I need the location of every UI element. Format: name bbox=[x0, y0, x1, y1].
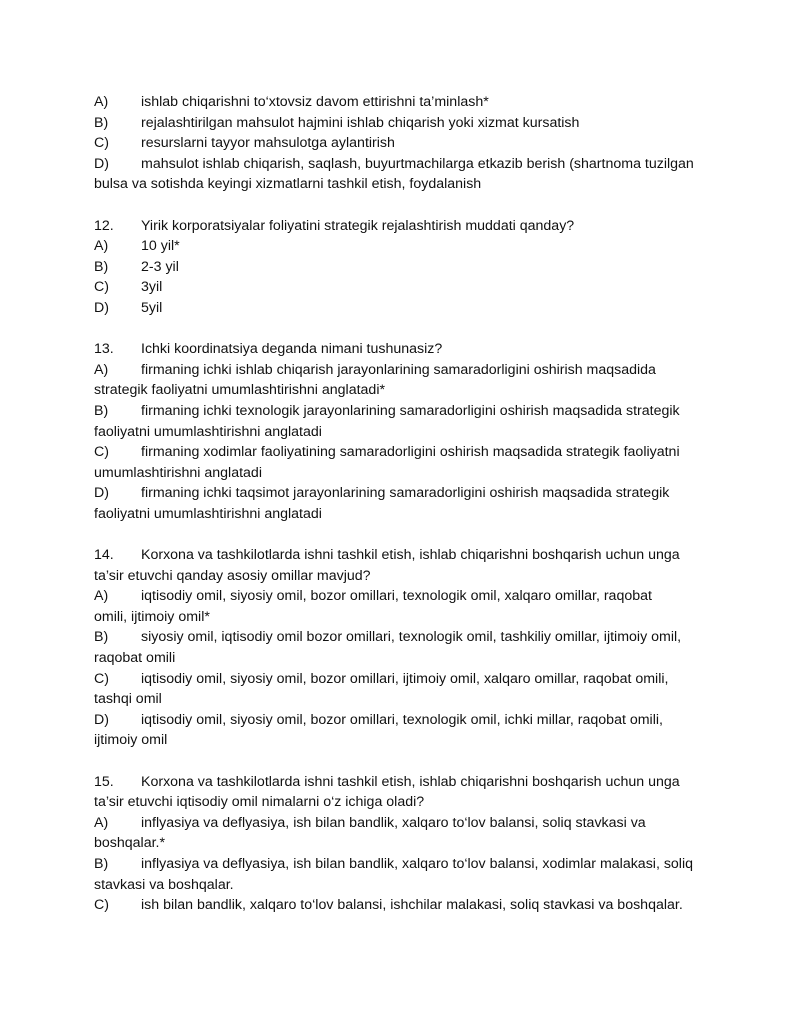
option-letter: D) bbox=[94, 485, 109, 502]
option-letter: C) bbox=[94, 444, 109, 461]
document-page bbox=[94, 92, 710, 916]
continuation-line: faoliyatni umumlashtirishni anglatadi bbox=[94, 505, 322, 522]
option-letter: C) bbox=[94, 897, 109, 914]
answer-option-line bbox=[94, 92, 710, 113]
option-letter: A) bbox=[94, 361, 109, 378]
question-line bbox=[94, 545, 710, 566]
option-text: 5yil bbox=[141, 299, 163, 316]
question-text: Yirik korporatsiyalar foliyatini strategik rejalashtirish muddati qanday? bbox=[141, 217, 575, 234]
option-letter: B) bbox=[94, 855, 109, 872]
answer-option-line bbox=[94, 483, 710, 504]
question-text: Ichki koordinatsiya deganda nimani tushunasiz? bbox=[141, 341, 443, 358]
continuation-line: ijtimoiy omil bbox=[94, 732, 168, 749]
answer-option-line bbox=[94, 627, 710, 648]
question-line bbox=[94, 216, 710, 237]
continuation-line: bulsa va sotishda keyingi xizmatlarni tashkil etish, foydalanish bbox=[94, 176, 482, 193]
option-text: mahsulot ishlab chiqarish, saqlash, buyurtmachilarga etkazib berish (shartnoma tuzilgan bbox=[141, 155, 694, 172]
option-text: 10 yil* bbox=[141, 238, 180, 255]
option-text: resurslarni tayyor mahsulotga aylantirish bbox=[141, 135, 395, 152]
question-text: Korxona va tashkilotlarda ishni tashkil etish, ishlab chiqarishni boshqarish uchun unga bbox=[141, 773, 680, 790]
answer-option-line bbox=[94, 113, 710, 134]
option-text: firmaning ichki ishlab chiqarish jarayonlarining samaradorligini oshirish maqsadida bbox=[141, 361, 656, 378]
option-text: firmaning ichki texnologik jarayonlarining samaradorligini oshirish maqsadida strategik bbox=[141, 402, 680, 419]
answer-option-line bbox=[94, 442, 710, 463]
answer-option-line bbox=[94, 710, 710, 731]
option-text: siyosiy omil, iqtisodiy omil bozor omillari, texnologik omil, tashkiliy omillar, ijtimoiy omil, bbox=[141, 629, 682, 646]
option-letter: A) bbox=[94, 238, 109, 255]
question-number: 12. bbox=[94, 217, 114, 234]
answer-option-line bbox=[94, 895, 710, 916]
answer-option-line bbox=[94, 360, 710, 381]
continuation-line: tashqi omil bbox=[94, 691, 162, 708]
question-line bbox=[94, 339, 710, 360]
option-letter: A) bbox=[94, 94, 109, 110]
option-text: firmaning ichki taqsimot jarayonlarining samaradorligini oshirish maqsadida strategik bbox=[141, 485, 670, 502]
answer-option-line bbox=[94, 669, 710, 690]
question-text: Korxona va tashkilotlarda ishni tashkil etish, ishlab chiqarishni boshqarish uchun unga bbox=[141, 547, 680, 564]
continuation-line: ta’sir etuvchi iqtisodiy omil nimalarni o‘z ichiga oladi? bbox=[94, 794, 425, 811]
option-letter: C) bbox=[94, 279, 109, 296]
option-text: 3yil bbox=[141, 279, 163, 296]
option-text: rejalashtirilgan mahsulot hajmini ishlab chiqarish yoki xizmat kursatish bbox=[141, 114, 580, 131]
option-text: iqtisodiy omil, siyosiy omil, bozor omillari, ijtimoiy omil, xalqaro omillar, raqobat omili, bbox=[141, 670, 669, 687]
answer-option-line bbox=[94, 401, 710, 422]
continuation-line: omili, ijtimoiy omil* bbox=[94, 608, 210, 625]
paragraph-gap bbox=[94, 751, 710, 772]
option-text: firmaning xodimlar faoliyatining samaradorligini oshirish maqsadida strategik faoliyatni bbox=[141, 444, 680, 461]
answer-option-line bbox=[94, 277, 710, 298]
option-text: inflyasiya va deflyasiya, ish bilan bandlik, xalqaro to‘lov balansi, soliq stavkasi va bbox=[141, 814, 646, 831]
continuation-line: boshqalar.* bbox=[94, 835, 165, 852]
answer-option-line bbox=[94, 586, 710, 607]
option-text: iqtisodiy omil, siyosiy omil, bozor omillari, texnologik omil, xalqaro omillar, raqobat bbox=[141, 588, 652, 605]
continuation-line: raqobat omili bbox=[94, 650, 176, 667]
continuation-line: stavkasi va boshqalar. bbox=[94, 876, 234, 893]
question-number: 14. bbox=[94, 547, 114, 564]
answer-option-line bbox=[94, 236, 710, 257]
answer-option-line bbox=[94, 298, 710, 319]
option-letter: C) bbox=[94, 670, 109, 687]
continuation-line: umumlashtirishni anglatadi bbox=[94, 464, 262, 481]
option-text: 2-3 yil bbox=[141, 258, 179, 275]
option-letter: A) bbox=[94, 814, 109, 831]
option-letter: B) bbox=[94, 114, 109, 131]
option-text: ish bilan bandlik, xalqaro to‘lov balansi, ishchilar malakasi, soliq stavkasi va boshqalar. bbox=[141, 897, 683, 914]
option-letter: D) bbox=[94, 155, 109, 172]
option-letter: C) bbox=[94, 135, 109, 152]
option-text: iqtisodiy omil, siyosiy omil, bozor omillari, texnologik omil, ichki millar, raqobat omili, bbox=[141, 711, 663, 728]
option-text: inflyasiya va deflyasiya, ish bilan bandlik, xalqaro to‘lov balansi, xodimlar malakasi, soliq bbox=[141, 855, 694, 872]
option-letter: D) bbox=[94, 299, 109, 316]
answer-option-line bbox=[94, 154, 710, 175]
continuation-line: faoliyatni umumlashtirishni anglatadi bbox=[94, 423, 322, 440]
paragraph-gap bbox=[94, 319, 710, 340]
option-letter: B) bbox=[94, 258, 109, 275]
paragraph-gap bbox=[94, 524, 710, 545]
option-letter: A) bbox=[94, 588, 109, 605]
continuation-line: ta’sir etuvchi qanday asosiy omillar mavjud? bbox=[94, 567, 371, 584]
question-line bbox=[94, 772, 710, 793]
answer-option-line bbox=[94, 813, 710, 834]
answer-option-line bbox=[94, 854, 710, 875]
question-number: 15. bbox=[94, 773, 114, 790]
option-letter: B) bbox=[94, 402, 109, 419]
option-letter: D) bbox=[94, 711, 109, 728]
option-letter: B) bbox=[94, 629, 109, 646]
question-number: 13. bbox=[94, 341, 114, 358]
continuation-line: strategik faoliyatni umumlashtirishni anglatadi* bbox=[94, 382, 385, 399]
option-text: ishlab chiqarishni to‘xtovsiz davom ettirishni ta’minlash* bbox=[141, 94, 489, 110]
answer-option-line bbox=[94, 133, 710, 154]
paragraph-gap bbox=[94, 195, 710, 216]
answer-option-line bbox=[94, 257, 710, 278]
